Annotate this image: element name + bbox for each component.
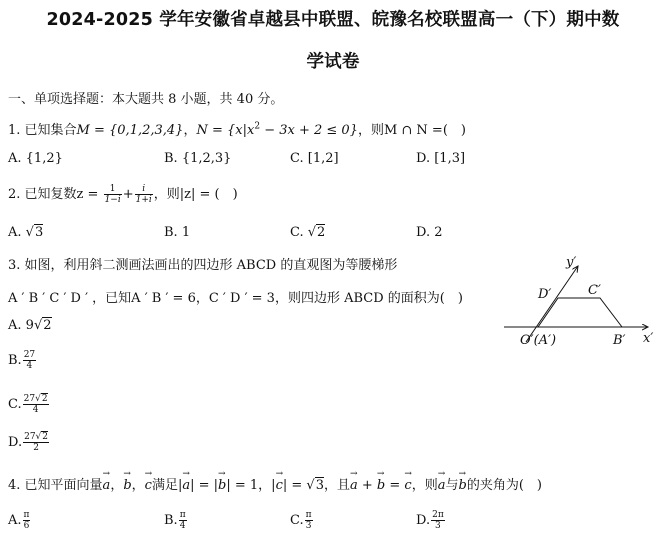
q1-set-n: N = {x|x — [196, 123, 255, 138]
q4-option-a[interactable]: A. $\frac{\pi}{6}$ — [8, 510, 30, 531]
question-1 — [8, 119, 466, 138]
question-2 — [8, 183, 238, 205]
question-4: 4. 已知平面向量→ a，→ b，→ c满足|→ a| = |→ b| = 1，|→ c| = √3，且→ a + → b = → c，则→ a与→ b的夹角为( ) — [8, 474, 542, 493]
q2-suffix: ，则|z| = ( ) — [153, 187, 238, 202]
q2-prefix: 2. 已知复数z = — [8, 187, 99, 202]
q2-option-b[interactable]: B. 1 — [164, 225, 191, 240]
q3-trapezoid-figure — [500, 252, 664, 352]
q2-option-d[interactable]: D. 2 — [416, 225, 443, 240]
q1-option-d[interactable]: D. [1,3] — [416, 151, 466, 166]
label-c-prime: C′ — [588, 283, 601, 298]
q1-option-c[interactable]: C. [1,2] — [290, 151, 339, 166]
q3-option-c[interactable]: C. $\frac{27√2}{4}$ — [8, 394, 48, 415]
trapezoid-shape — [538, 298, 622, 327]
exam-title-line1: 2024-2025 学年安徽省卓越县中联盟、皖豫名校联盟高一（下）期中数 — [46, 10, 620, 30]
q4-option-b[interactable]: B. $\frac{\pi}{4}$ — [164, 510, 186, 531]
q3-option-d[interactable]: D. $\frac{27√2}{2}$ — [8, 432, 49, 453]
y-axis — [526, 266, 578, 342]
q1-set-n-rest: − 3x + 2 ≤ 0} — [260, 123, 358, 138]
q1-separator: ， — [183, 123, 197, 138]
q4-option-d[interactable]: D. $\frac{2\pi}{3}$ — [416, 510, 444, 531]
q3-option-a[interactable]: A. 9√2 — [8, 318, 52, 333]
q1-option-a[interactable]: A. {1,2} — [8, 151, 63, 166]
label-o-prime-a-prime: O′(A′) — [520, 333, 557, 348]
q2-fraction-2: $\frac{i}{1+i}$ — [135, 184, 152, 205]
q2-option-c[interactable]: C. √2 — [290, 225, 326, 240]
label-b-prime: B′ — [613, 333, 626, 348]
q2-plus: + — [122, 187, 134, 202]
q1-option-b[interactable]: B. {1,2,3} — [164, 151, 232, 166]
q2-fraction-1: $\frac{1}{1-i}$ — [104, 184, 121, 205]
q1-exponent: 2 — [254, 121, 261, 132]
exam-title-line2: 学试卷 — [306, 52, 360, 72]
label-d-prime: D′ — [538, 287, 552, 302]
q1-set-m: M = {0,1,2,3,4} — [76, 123, 184, 138]
question-3-line1: 3. 如图，利用斜二测画法画出的四边形 ABCD 的直观图为等腰梯形 — [8, 258, 398, 273]
q1-suffix: ，则M ∩ N =( ) — [357, 123, 466, 138]
label-x-prime: x′ — [643, 331, 654, 346]
q3-option-b[interactable]: B. $\frac{27}{4}$ — [8, 350, 36, 371]
q2-option-a[interactable]: A. √3 — [8, 225, 44, 240]
q1-prefix: 1. 已知集合 — [8, 123, 77, 138]
q4-option-c[interactable]: C. $\frac{\pi}{3}$ — [290, 510, 312, 531]
label-y-prime: y′ — [566, 255, 577, 270]
section-heading: 一、单项选择题：本大题共 8 小题，共 40 分。 — [8, 92, 284, 107]
question-3-line2: A ′ B ′ C ′ D ′ ，已知A ′ B ′ = 6，C ′ D ′ = 3，则四边形 ABCD 的面积为( ) — [8, 291, 463, 306]
